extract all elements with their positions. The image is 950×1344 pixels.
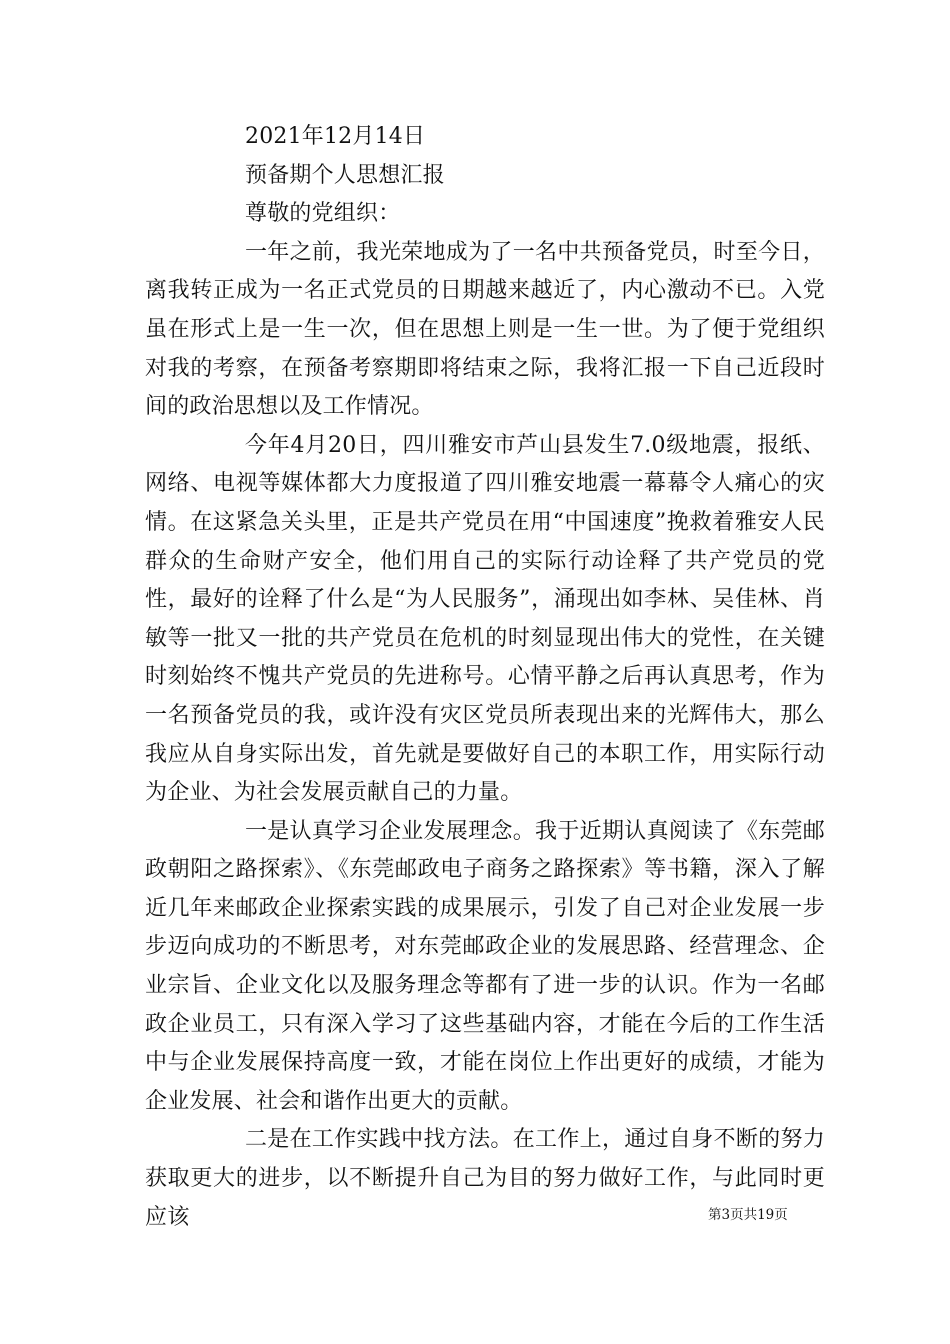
- paragraph-study: 一是认真学习企业发展理念。我于近期认真阅读了《东莞邮政朝阳之路探索》、《东莞邮政电子商务之路探索》等书籍，深入了解近几年来邮政企业探索实践的成果展示，引发了自己对企业发展一步步迈向成功的不断思考，对东莞邮政企业的发展思路、经营理念、企业宗旨、企业文化以及服务理念等都有了进一步的认识。作为一名邮政企业员工，只有深入学习了这些基础内容，才能在今后的工作生活中与企业发展保持高度一致，才能在岗位上作出更好的成绩，才能为企业发展、社会和谐作出更大的贡献。: [145, 818, 825, 1114]
- paragraph-earthquake: 今年4月20日，四川雅安市芦山县发生7.0级地震，报纸、网络、电视等媒体都大力度报道了四川雅安地震一幕幕令人痛心的灾情。在这紧急关头里，正是共产党员在用“中国速度”挽救着雅安人民群众的生命财产安全，他们用自己的实际行动诠释了共产党员的党性，最好的诠释了什么是“为人民服务”，涌现出如李林、吴佳林、肖敏等一批又一批的共产党员在危机的时刻显现出伟大的党性，在关键时刻始终不愧共产党员的先进称号。心情平静之后再认真思考，作为一名预备党员的我，或许没有灾区党员所表现出来的光辉伟大，那么我应从自身实际出发，首先就是要做好自己的本职工作，用实际行动为企业、为社会发展贡献自己的力量。: [145, 432, 825, 806]
- paragraph-intro: 一年之前，我光荣地成为了一名中共预备党员，时至今日，离我转正成为一名正式党员的日期越来越近了，内心激动不已。入党虽在形式上是一生一次，但在思想上则是一生一世。为了便于党组织对我的考察，在预备考察期即将结束之际，我将汇报一下自己近段时间的政治思想以及工作情况。: [145, 239, 825, 420]
- report-date: 2021年12月14日: [245, 124, 426, 149]
- paragraph-practice: 二是在工作实践中找方法。在工作上，通过自身不断的努力获取更大的进步，以不断提升自己为目的努力做好工作，与此同时更应该: [145, 1127, 825, 1230]
- salutation: 尊敬的党组织：: [245, 201, 401, 227]
- document-body: [145, 118, 825, 1237]
- report-title: 预备期个人思想汇报: [245, 162, 445, 188]
- page-number: 第3页共19页: [708, 1207, 788, 1223]
